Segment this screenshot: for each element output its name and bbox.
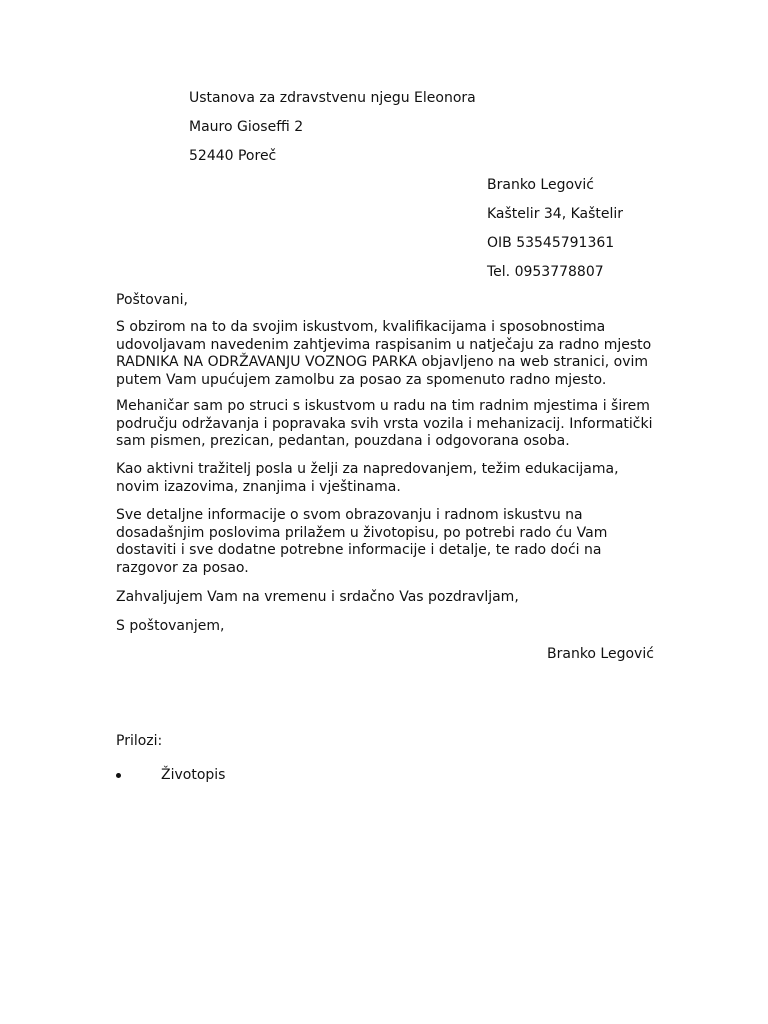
signature: Branko Legović [547,646,654,662]
attachments-label: Prilozi: [116,733,163,749]
sender-name: Branko Legović [487,177,594,193]
paragraph-line: novim izazovima, znanjima i vještinama. [116,478,401,495]
bullet-icon [116,773,121,778]
paragraph-line: udovoljavam navedenim zahtjevima raspisanim u natječaju za radno mjesto [116,336,652,353]
paragraph-2 [116,398,661,451]
recipient-street: Mauro Gioseffi 2 [189,119,304,135]
sender-phone: Tel. 0953778807 [487,264,604,280]
recipient-city: 52440 Poreč [189,148,277,164]
paragraph-line: razgovor za posao. [116,559,249,576]
recipient-name: Ustanova za zdravstvenu njegu Eleonora [189,90,476,106]
sender-oib: OIB 53545791361 [487,235,615,251]
paragraph-line: RADNIKA NA ODRŽAVANJU VOZNOG PARKA objavljeno na web stranici, ovim [116,354,649,370]
paragraph-4 [116,507,661,577]
paragraph-line: sam pismen, prezican, pedantan, pouzdana i odgovorana osoba. [116,433,570,449]
attachment-name: Životopis [161,767,226,783]
paragraph-line: Kao aktivni tražitelj posla u želji za napredovanjem, težim edukacijama, [116,461,619,477]
closing-thanks: Zahvaljujem Vam na vremenu i srdačno Vas pozdravljam, [116,589,519,605]
sender-address: Kaštelir 34, Kaštelir [487,206,624,222]
paragraph-line: Sve detaljne informacije o svom obrazovanju i radnom iskustvu na [116,507,583,523]
greeting: Poštovani, [116,292,188,308]
paragraph-line: dosadašnjim poslovima prilažem u životopisu, po potrebi rado ću Vam [116,524,608,541]
paragraph-line: području održavanja i popravaka svih vrsta vozila i mehanizacij. Informatički [116,415,653,432]
paragraph-line: putem Vam upućujem zamolbu za posao za spomenuto radno mjesto. [116,371,607,388]
paragraph-line: dostaviti i sve dodatne potrebne informacije i detalje, te rado doći na [116,542,602,558]
paragraph-1 [116,319,661,389]
paragraph-line: S obzirom na to da svojim iskustvom, kvalifikacijama i sposobnostima [116,319,606,335]
paragraph-3 [116,461,661,496]
paragraph-line: Mehaničar sam po struci s iskustvom u radu na tim radnim mjestima i širem [116,398,650,414]
attachment-list-item [116,766,225,784]
closing: S poštovanjem, [116,618,225,634]
